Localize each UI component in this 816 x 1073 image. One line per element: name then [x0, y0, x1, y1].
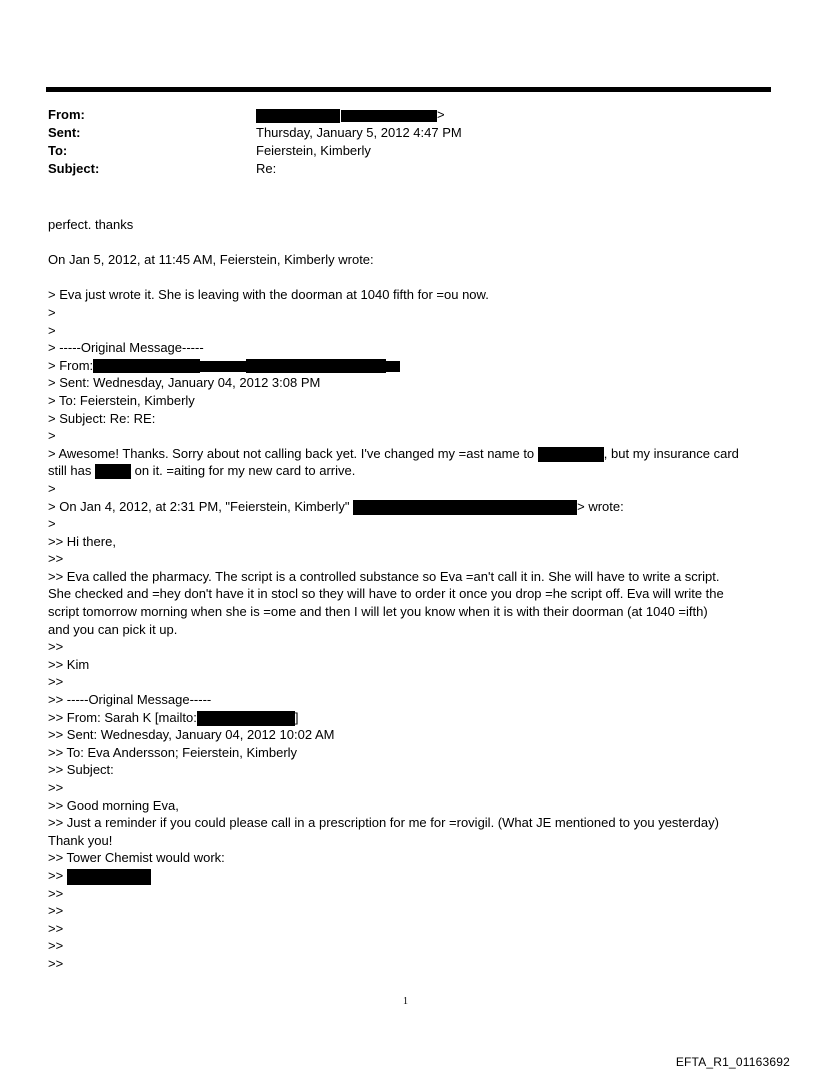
- body-line: > Awesome! Thanks. Sorry about not calling back yet. I've changed my =ast name to , but my insurance card: [48, 445, 739, 461]
- body-line: > On Jan 4, 2012, at 2:31 PM, "Feierstein, Kimberly" > wrote:: [48, 498, 624, 514]
- body-line: >>: [48, 903, 64, 919]
- body-line: >>: [48, 780, 64, 795]
- redaction: [341, 110, 437, 122]
- redaction: [256, 109, 340, 123]
- body-line: >>: [48, 674, 64, 690]
- body-line: >> To: Eva Andersson; Feierstein, Kimberly: [48, 744, 298, 760]
- body-line: >: [48, 428, 56, 444]
- body-line: >>: [48, 867, 768, 885]
- from-suffix: >: [437, 107, 445, 122]
- body-line: > To: Feierstein, Kimberly: [48, 392, 195, 408]
- from-value: [256, 106, 445, 124]
- body-line: [48, 357, 768, 375]
- redaction: [93, 359, 200, 373]
- body-line: >> Good morning Eva,: [48, 797, 179, 813]
- redaction: [67, 869, 151, 885]
- body-line: >>: [48, 885, 64, 901]
- body-line: >> Kim: [48, 656, 90, 672]
- redaction: [95, 464, 131, 479]
- body-line: >>: [48, 938, 64, 954]
- body-line: >> Just a reminder if you could please call in a prescription for me for =rovigil. (What JE mentioned to you yesterday): [48, 815, 719, 831]
- body-line: > Subject: Re: RE:: [48, 410, 156, 426]
- page-number: 1: [403, 996, 408, 1007]
- body-line: script tomorrow morning when she is =ome and then I will let you know when it is with their doorman (at 1040 =ifth): [48, 604, 708, 620]
- body-line: >> Eva called the pharmacy. The script is a controlled substance so Eva =an't call it in. She will have to write a script.: [48, 568, 720, 584]
- to-value: Feierstein, Kimberly: [256, 143, 371, 158]
- email-body: [48, 216, 768, 973]
- to-label: To:: [48, 143, 68, 158]
- body-line: >: [48, 322, 56, 338]
- body-line: > -----Original Message-----: [48, 340, 204, 356]
- subject-label: Subject:: [48, 161, 100, 176]
- body-line: >>: [48, 955, 64, 971]
- body-line: >>: [48, 639, 64, 655]
- body-line: >> From: Sarah K [mailto: ]: [48, 709, 299, 725]
- redaction: [246, 359, 386, 373]
- body-line: She checked and =hey don't have it in stocl so they will have to order it once you drop =he script off. Eva will write the: [48, 586, 724, 602]
- body-line: still has on it. =aiting for my new card to arrive.: [48, 463, 356, 479]
- body-line: >> Hi there,: [48, 533, 116, 549]
- body-line: >> Sent: Wednesday, January 04, 2012 10:02 AM: [48, 727, 335, 743]
- redaction: [538, 447, 604, 462]
- body-line: >: [48, 480, 56, 496]
- body-line: >> -----Original Message-----: [48, 692, 212, 708]
- body-line: >> Subject:: [48, 762, 114, 778]
- body-line: > Sent: Wednesday, January 04, 2012 3:08 PM: [48, 375, 321, 391]
- body-line: >: [48, 516, 56, 532]
- sent-label: Sent:: [48, 125, 81, 140]
- body-line: >>: [48, 920, 64, 936]
- body-line: > Eva just wrote it. She is leaving with the doorman at 1040 fifth for =ou now.: [48, 287, 489, 303]
- body-line: and you can pick it up.: [48, 621, 178, 637]
- from-label-quoted: > From:: [48, 357, 94, 373]
- header-rule: [46, 87, 771, 92]
- redaction: [197, 711, 295, 726]
- body-line: perfect. thanks: [48, 217, 134, 232]
- body-line: >: [48, 304, 56, 320]
- body-line: Thank you!: [48, 832, 113, 848]
- body-line: >> Tower Chemist would work:: [48, 850, 225, 866]
- bates-number: EFTA_R1_01163692: [675, 1055, 790, 1069]
- from-label: From:: [48, 107, 85, 122]
- redaction: [200, 361, 246, 372]
- redaction: [386, 361, 400, 372]
- body-line: >>: [48, 551, 64, 567]
- subject-value: Re:: [256, 161, 277, 176]
- body-line: On Jan 5, 2012, at 11:45 AM, Feierstein, Kimberly wrote:: [48, 252, 374, 268]
- redaction: [353, 500, 577, 515]
- sent-value: Thursday, January 5, 2012 4:47 PM: [256, 125, 462, 140]
